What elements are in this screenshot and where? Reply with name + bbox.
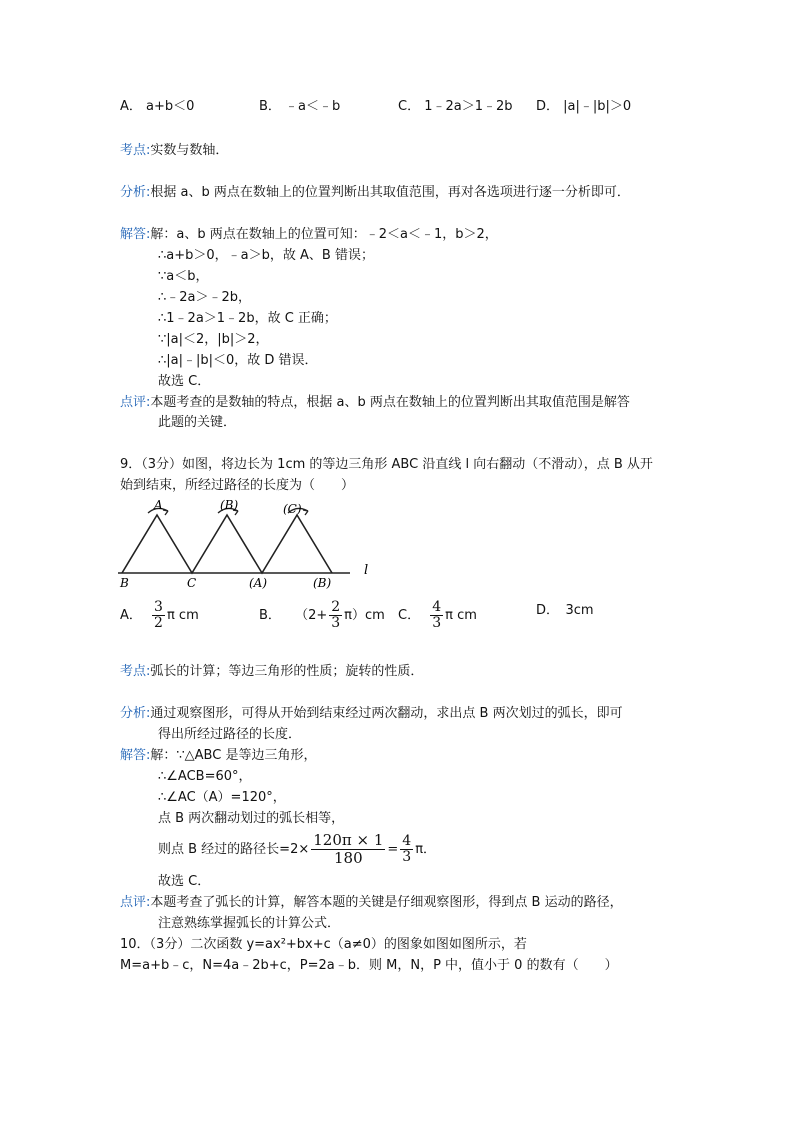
kaodian-text: 实数与数轴． (150, 143, 229, 158)
q9-option-b (259, 600, 385, 631)
q9-kaodian (120, 663, 423, 681)
denominator: 3 (331, 615, 341, 631)
q8-option-a: A． a+b＜0 (120, 99, 195, 114)
jieda-line: ∵|a|＜2，|b|＞2， (158, 332, 269, 347)
denominator: 3 (432, 615, 442, 631)
calc-line (158, 832, 436, 867)
label-top-c: (C) (283, 502, 302, 516)
fraction (329, 600, 342, 631)
q9-option-c (398, 600, 477, 631)
option-tail: π）cm (344, 608, 385, 623)
kaodian-label: 考点: (120, 664, 151, 679)
label-l: l (364, 563, 369, 578)
fenxi-line: 得出所经过路径的长度． (158, 727, 302, 742)
option-tail: π cm (445, 608, 477, 623)
fenxi-line: 通过观察图形，可得从开始到结束经过两次翻动，求出点 B 两次划过的弧长，即可 (150, 706, 623, 721)
dianping-line: 此题的关键． (158, 415, 237, 430)
option-letter: A． (120, 608, 142, 623)
q8-fenxi (120, 184, 630, 202)
q8-kaodian (120, 142, 228, 160)
dianping-line: 注意熟练掌握弧长的计算公式． (158, 916, 341, 931)
fraction (152, 600, 165, 631)
jieda-line: 解：a、b 两点在数轴上的位置可知：﹣2＜a＜﹣1，b＞2， (150, 227, 498, 242)
numerator: 2 (331, 599, 341, 615)
jieda-label: 解答: (120, 227, 151, 242)
q9-option-d: D． 3cm (536, 603, 594, 618)
q9-dianping (120, 894, 623, 912)
jieda-line: ∴∠AC（A）=120°， (158, 790, 286, 805)
q8-dianping (120, 394, 630, 412)
denominator: 2 (154, 615, 163, 631)
calc-eq: = (387, 842, 399, 857)
kaodian-label: 考点: (120, 143, 151, 158)
jieda-label: 解答: (120, 748, 151, 763)
option-tail: π cm (166, 608, 199, 623)
dianping-line: 本题考查了弧长的计算，解答本题的关键是仔细观察图形，得到点 B 运动的路径， (150, 895, 623, 910)
numerator: 3 (154, 599, 163, 615)
calc-pre: 则点 B 经过的路径长=2× (158, 842, 310, 857)
dianping-label: 点评: (120, 895, 151, 910)
q9-stem: 始到结束，所经过路径的长度为（ ） (120, 478, 355, 493)
denominator: 180 (334, 849, 363, 867)
option-letter: B． (259, 608, 281, 623)
option-letter: C． (398, 608, 421, 623)
fraction (430, 600, 443, 631)
denominator: 3 (402, 849, 412, 865)
label-top-b: (B) (220, 498, 239, 512)
triangle-path (122, 515, 332, 573)
numerator: 4 (432, 599, 442, 615)
label-top-a: A (154, 498, 163, 512)
jieda-line: ∴|a|﹣|b|＜0，故 D 错误． (158, 353, 318, 368)
numerator: 120π × 1 (313, 831, 384, 849)
jieda-line: ∴∠ACB=60°， (158, 769, 252, 784)
jieda-line: 故选 C． (158, 374, 211, 389)
fenxi-label: 分析: (120, 185, 151, 200)
calc-tail: π． (415, 842, 437, 857)
fraction (400, 834, 413, 865)
fenxi-label: 分析: (120, 706, 151, 721)
label-a: (A) (249, 576, 268, 590)
fraction (311, 832, 385, 867)
jieda-line: 解：∵△ABC 是等边三角形， (150, 748, 317, 763)
kaodian-text: 弧长的计算；等边三角形的性质；旋转的性质． (150, 664, 424, 679)
jieda-line: ∵a＜b， (158, 269, 209, 284)
jieda-line: ∴a+b＞0，﹣a＞b，故 A、B 错误； (158, 248, 374, 263)
jieda-line: ∴1﹣2a＞1﹣2b，故 C 正确； (158, 311, 337, 326)
q8-option-c: C． 1﹣2a＞1﹣2b (398, 99, 513, 114)
arrow-icon (163, 510, 168, 515)
jieda-line: ∴﹣2a＞﹣2b， (158, 290, 252, 305)
option-pre: （2+ (295, 608, 328, 623)
q8-jieda (120, 226, 498, 244)
q9-option-a (120, 600, 199, 631)
q9-stem: 9．（3分）如图，将边长为 1cm 的等边三角形 ABC 沿直线 l 向右翻动（不滑动），点 B 从开 (120, 457, 653, 472)
q8-option-d: D． |a|﹣|b|＞0 (536, 99, 632, 114)
numerator: 4 (402, 833, 412, 849)
dianping-label: 点评: (120, 395, 151, 410)
q9-fenxi (120, 705, 623, 723)
q10-stem: 10．（3分）二次函数 y=ax²+bx+c（a≠0）的图象如图如图所示，若 (120, 937, 527, 952)
label-b2: (B) (313, 576, 332, 590)
q8-option-b: B． ﹣a＜﹣b (259, 99, 341, 114)
jieda-choose: 故选 C． (158, 874, 211, 889)
q9-jieda (120, 747, 316, 765)
q9-figure (112, 496, 382, 592)
fenxi-text: 根据 a、b 两点在数轴上的位置判断出其取值范围，再对各选项进行逐一分析即可． (150, 185, 630, 200)
label-b: B (120, 576, 129, 590)
label-c: C (187, 576, 197, 590)
arrow-icon (303, 510, 308, 515)
dianping-line: 本题考查的是数轴的特点，根据 a、b 两点在数轴上的位置判断出其取值范围是解答 (150, 395, 630, 410)
q10-stem: M=a+b﹣c，N=4a﹣2b+c，P=2a﹣b．则 M，N，P 中，值小于 0 的数有（ ） (120, 958, 618, 973)
jieda-line: 点 B 两次翻动划过的弧长相等， (158, 811, 345, 826)
